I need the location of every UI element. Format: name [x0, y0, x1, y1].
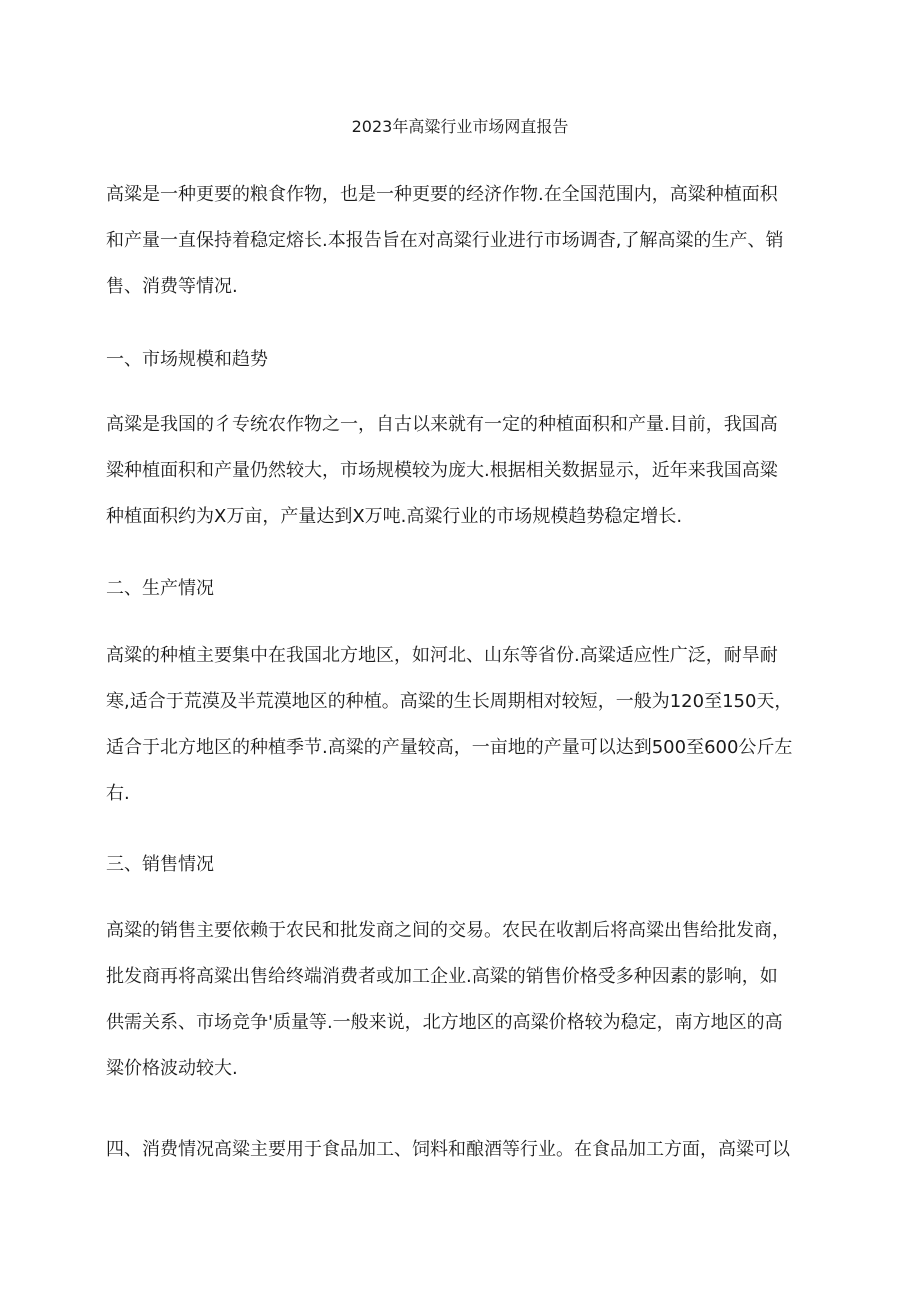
document-title: 2023年高粱行业市场网直报告	[351, 117, 569, 136]
intro-line-2: 和产量一直保持着稳定熔长.本报告旨在对高粱行业进行市场调杳,了解高粱的生产、销	[106, 230, 784, 251]
intro-line-3: 售、消费等情况.	[106, 276, 238, 297]
intro-line-1: 高粱是一种更要的粮食作物，也是一种更要的经济作物.在全国范围内，高粱种植面积	[106, 184, 778, 205]
section-3-line-2: 批发商再将高粱出售给终端消费者或加工企业.高粱的销售价格受多种因素的影响，如	[106, 966, 778, 987]
section-2-heading: 二、生产情况	[106, 578, 214, 599]
section-1-line-2: 粱种植面积和产量仍然较大，市场规模较为庞大.根据相关数据显示，近年来我国高粱	[106, 460, 778, 481]
section-2-line-2: 寒,适合于荒漠及半荒漠地区的种植。高粱的生长周期相对较短，一般为120至150天，	[106, 691, 793, 712]
section-2-line-4: 右.	[106, 783, 130, 804]
section-1-line-1: 高粱是我国的彳专统农作物之一，自古以来就有一定的种植面积和产量.目前，我国高	[106, 414, 778, 435]
section-1-heading: 一、市场规模和趋势	[106, 349, 268, 370]
section-3-heading: 三、销售情况	[106, 854, 214, 875]
section-4-line-1: 四、消费情况高粱主要用于食品加工、饲料和酿酒等行业。在食品加工方面，高粱可以	[106, 1139, 790, 1160]
section-2-line-3: 适合于北方地区的种植季节.高粱的产量较高，一亩地的产量可以达到500至600公斤左	[106, 737, 793, 758]
section-1-line-3: 种植面积约为X万亩，产量达到X万吨.高粱行业的市场规模趋势稳定增长.	[106, 506, 683, 527]
section-3-line-3: 供需关系、市场竞争'质量等.一般来说，北方地区的高粱价格较为稳定，南方地区的高	[106, 1012, 783, 1033]
section-3-line-4: 粱价格波动较大.	[106, 1058, 238, 1079]
section-3-line-1: 高粱的销售主要依赖于农民和批发商之间的交易。农民在收割后将高粱出售给批发商，	[106, 920, 790, 941]
section-2-line-1: 高粱的种植主要集中在我国北方地区，如河北、山东等省份.高粱适应性广泛，耐旱耐	[106, 645, 778, 666]
